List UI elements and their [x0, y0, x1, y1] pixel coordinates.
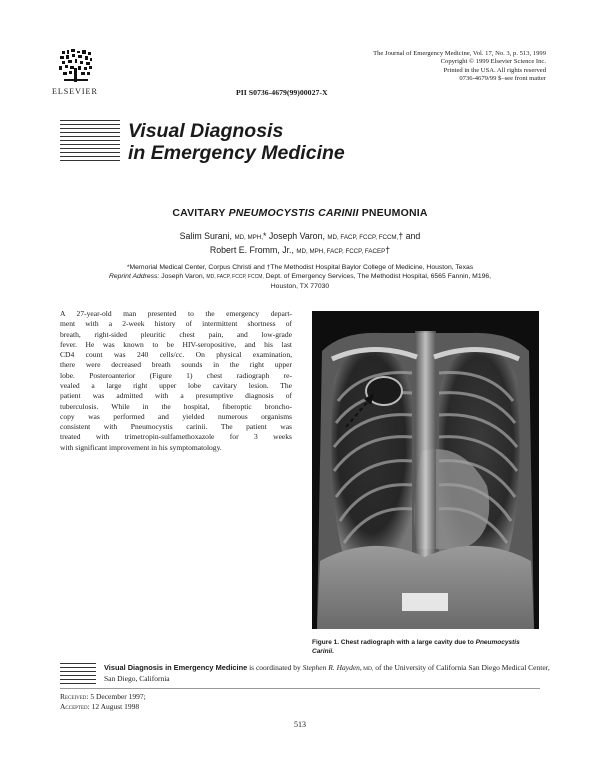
author-fromm: Robert E. Fromm, Jr., — [209, 245, 294, 255]
reprint-street: Dept. of Emergency Services, The Methodist Hospital, 6565 Fannin, M196, — [265, 273, 492, 280]
author-degrees: MD, MPH, FACP, FCCP, FACEP — [296, 248, 386, 255]
body-line: treated with trimetropin-sulfamethoxazole for 3 weeks — [60, 432, 292, 442]
author-mark: † — [385, 245, 391, 255]
coordination-affiliation: of the University of California San Diego Medical Center, San Diego, California — [104, 663, 550, 683]
footer-divider — [60, 688, 540, 689]
accepted-value: 12 August 1998 — [89, 702, 140, 711]
body-line: CD4 count was 240 cells/cc. On physical examination, — [60, 350, 292, 360]
coordination-editor: Stephen R. Hayden, — [302, 663, 362, 672]
body-line: consistent with Pneumocystis carinii. The patient was — [60, 422, 292, 432]
body-line: tuberculosis. While in the hospital, fiberoptic broncho- — [60, 401, 292, 411]
section-title-line2: in Emergency Medicine — [128, 142, 345, 164]
body-line: lobe. Posteroanterior (Figure 1) chest radiograph re- — [60, 370, 292, 380]
authors-line2 — [0, 244, 600, 258]
coordination-series-name: Visual Diagnosis in Emergency Medicine — [104, 663, 248, 672]
publisher-name: ELSEVIER — [52, 87, 98, 96]
body-line: with significant improvement in his symptomatology. — [60, 442, 222, 452]
figure-caption-text: Chest radiograph with a large cavity due to — [339, 639, 476, 646]
manuscript-dates — [60, 692, 146, 712]
body-line: A 27-year-old man presented to the emergency depart- — [60, 309, 292, 318]
body-line: patient was admitted with a presumptive diagnosis of — [60, 391, 292, 401]
accepted-date — [60, 702, 146, 712]
author-list — [0, 230, 600, 258]
author-degrees: MD, MPH, — [234, 234, 263, 241]
coordination-note — [104, 663, 550, 684]
body-line: breath, right-sided pleuritic chest pain, and low-grade — [60, 329, 292, 339]
journal-copyright: Copyright © 1999 Elsevier Science Inc. — [440, 58, 546, 66]
affiliation: *Memorial Medical Center, Corpus Christi and †The Methodist Hospital Baylor College of Medicine, Houston, Texas — [126, 264, 474, 271]
title-suffix: PNEUMONIA — [358, 207, 428, 219]
reprint-address — [100, 272, 500, 282]
title-prefix: CAVITARY — [172, 207, 229, 219]
article-title — [0, 207, 600, 219]
page-number: 513 — [294, 720, 306, 729]
journal-citation: The Journal of Emergency Medicine, Vol. 17, No. 3, p. 513, 1999 — [373, 50, 546, 57]
section-title-line1: Visual Diagnosis — [128, 120, 284, 142]
figure-caption — [312, 638, 540, 656]
journal-info — [286, 50, 546, 83]
author-varon: * Joseph Varon, — [262, 231, 325, 241]
accepted-label: Accepted: — [60, 702, 90, 711]
figure-caption-organism: Pneumocystis Carinii. — [312, 639, 520, 655]
section-rule-lines — [60, 120, 120, 164]
reprint-degrees: MD, FACP, FCCP, FCCM, — [206, 274, 264, 280]
affiliation-block — [100, 263, 500, 291]
body-line: fever. He was known to be HIV-seropositive, and his last — [60, 339, 292, 349]
journal-issn: 0736-4679/99 $–see front matter — [459, 74, 546, 82]
reprint-label: Reprint Address: — [108, 273, 160, 280]
reprint-name: Joseph Varon, — [161, 273, 205, 280]
body-line: copy was performed and yielded numerous organisms — [60, 411, 292, 421]
body-line: there were decreased breath sounds in the right upper — [60, 360, 292, 370]
authors-line1 — [0, 230, 600, 244]
coordination-rule-lines — [60, 663, 96, 687]
title-organism: PNEUMOCYSTIS CARINII — [228, 207, 359, 219]
author-mark: † and — [398, 231, 421, 241]
elsevier-tree-logo — [58, 48, 94, 84]
author-surani: Salim Surani, — [179, 231, 232, 241]
coordination-text: is coordinated by — [247, 663, 303, 672]
received-value: 5 December 1997; — [88, 692, 146, 701]
figure-label: Figure 1. — [312, 639, 340, 646]
body-line: ment with a 2-week history of intermittent shortness of — [60, 319, 292, 329]
reprint-city: Houston, TX 77030 — [270, 283, 330, 290]
section-title — [128, 120, 345, 164]
author-degrees: MD, FACP, FCCP, FCCM, — [327, 234, 399, 241]
pii-number: PII S0736-4679(99)00027-X — [236, 88, 328, 97]
coordination-degree: MD, — [361, 666, 374, 672]
chest-radiograph-figure — [312, 311, 539, 629]
received-label: Received: — [60, 692, 89, 701]
received-date — [60, 692, 146, 702]
journal-printed: Printed in the USA. All rights reserved — [443, 66, 546, 74]
case-description — [60, 309, 292, 453]
body-line: vealed a large right upper lobe cavitary lesion. The — [60, 380, 292, 390]
